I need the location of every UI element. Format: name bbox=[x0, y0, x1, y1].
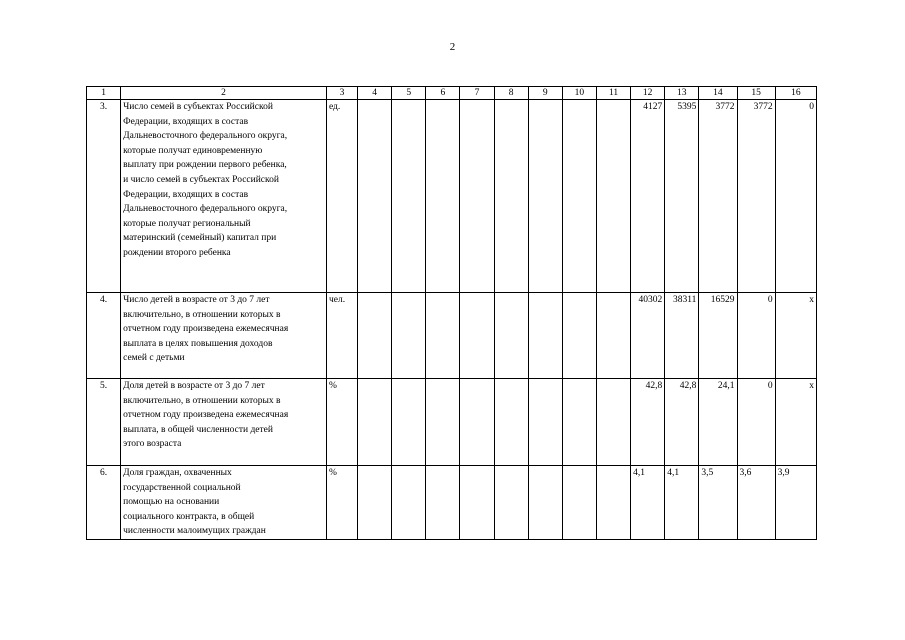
value-cell bbox=[562, 466, 596, 540]
row-unit: % bbox=[326, 379, 357, 466]
header-cell: 7 bbox=[460, 87, 494, 100]
row-description bbox=[121, 293, 327, 379]
value-cell bbox=[460, 293, 494, 379]
value-cell bbox=[494, 293, 528, 379]
value-cell bbox=[426, 379, 460, 466]
value-cell bbox=[392, 293, 426, 379]
value-cell: 42,8 bbox=[631, 379, 665, 466]
row-unit: % bbox=[326, 466, 357, 540]
value-cell bbox=[460, 100, 494, 293]
header-cell: 1 bbox=[87, 87, 121, 100]
row-unit: ед. bbox=[326, 100, 357, 293]
page-number: 2 bbox=[449, 41, 456, 53]
description-line: отчетном году произведена ежемесячная bbox=[123, 324, 289, 335]
description-line: этого возраста bbox=[123, 439, 182, 450]
value-cell bbox=[596, 293, 630, 379]
header-cell: 3 bbox=[326, 87, 357, 100]
row-description bbox=[121, 100, 327, 293]
value-cell bbox=[358, 100, 392, 293]
description-line: Дальневосточного федерального округа, bbox=[123, 204, 288, 215]
header-cell: 9 bbox=[528, 87, 562, 100]
header-cell: 2 bbox=[121, 87, 327, 100]
value-cell: 3,6 bbox=[737, 466, 775, 540]
header-cell: 10 bbox=[562, 87, 596, 100]
value-cell: х bbox=[775, 293, 816, 379]
description-line: социального контракта, в общей bbox=[123, 511, 255, 522]
value-cell: 0 bbox=[737, 379, 775, 466]
description-line: и число семей в субъектах Российской bbox=[123, 174, 279, 185]
value-cell: 3,5 bbox=[699, 466, 737, 540]
value-cell: 4127 bbox=[631, 100, 665, 293]
value-cell: 0 bbox=[775, 100, 816, 293]
value-cell bbox=[528, 293, 562, 379]
value-cell bbox=[426, 466, 460, 540]
description-line: численности малоимущих граждан bbox=[123, 526, 266, 537]
value-cell bbox=[562, 379, 596, 466]
value-cell: 3,9 bbox=[775, 466, 816, 540]
value-cell bbox=[358, 466, 392, 540]
header-cell: 5 bbox=[392, 87, 426, 100]
row-number: 4. bbox=[87, 293, 121, 379]
value-cell: 38311 bbox=[665, 293, 699, 379]
value-cell: 16529 bbox=[699, 293, 737, 379]
table-row bbox=[87, 100, 817, 293]
row-number: 3. bbox=[87, 100, 121, 293]
header-cell: 12 bbox=[631, 87, 665, 100]
value-cell bbox=[392, 379, 426, 466]
description-line: рождении второго ребенка bbox=[123, 247, 231, 258]
header-cell: 14 bbox=[699, 87, 737, 100]
value-cell: х bbox=[775, 379, 816, 466]
value-cell bbox=[528, 466, 562, 540]
row-number: 5. bbox=[87, 379, 121, 466]
value-cell bbox=[494, 100, 528, 293]
header-cell: 16 bbox=[775, 87, 816, 100]
description-line: материнский (семейный) капитал при bbox=[123, 233, 277, 244]
row-number: 6. bbox=[87, 466, 121, 540]
value-cell bbox=[460, 466, 494, 540]
header-cell: 15 bbox=[737, 87, 775, 100]
value-cell bbox=[426, 100, 460, 293]
value-cell bbox=[392, 100, 426, 293]
description-line: Доля граждан, охваченных bbox=[123, 468, 232, 478]
value-cell: 0 bbox=[737, 293, 775, 379]
table-row bbox=[87, 293, 817, 379]
value-cell bbox=[426, 293, 460, 379]
value-cell bbox=[596, 100, 630, 293]
value-cell bbox=[494, 466, 528, 540]
description-line: государственной социальной bbox=[123, 482, 241, 493]
value-cell: 4,1 bbox=[665, 466, 699, 540]
description-line: Доля детей в возрасте от 3 до 7 лет bbox=[123, 381, 265, 391]
value-cell: 42,8 bbox=[665, 379, 699, 466]
table-row bbox=[87, 379, 817, 466]
header-cell: 6 bbox=[426, 87, 460, 100]
description-line: включительно, в отношении которых в bbox=[123, 309, 281, 320]
value-cell bbox=[596, 379, 630, 466]
value-cell bbox=[596, 466, 630, 540]
header-cell: 4 bbox=[358, 87, 392, 100]
description-line: Дальневосточного федерального округа, bbox=[123, 131, 288, 142]
description-line: которые получат региональный bbox=[123, 218, 251, 229]
value-cell: 4,1 bbox=[631, 466, 665, 540]
table-row bbox=[87, 466, 817, 540]
header-cell: 13 bbox=[665, 87, 699, 100]
value-cell: 5395 bbox=[665, 100, 699, 293]
value-cell bbox=[358, 379, 392, 466]
description-line: Число семей в субъектах Российской bbox=[123, 102, 273, 112]
value-cell bbox=[562, 100, 596, 293]
value-cell bbox=[528, 379, 562, 466]
description-line: выплата в целях повышения доходов bbox=[123, 338, 273, 349]
value-cell bbox=[460, 379, 494, 466]
value-cell bbox=[358, 293, 392, 379]
value-cell: 24,1 bbox=[699, 379, 737, 466]
description-line: семей с детьми bbox=[123, 353, 185, 364]
value-cell: 40302 bbox=[631, 293, 665, 379]
row-description bbox=[121, 466, 327, 540]
description-line: выплату при рождении первого ребенка, bbox=[123, 160, 287, 171]
header-cell: 11 bbox=[596, 87, 630, 100]
value-cell bbox=[494, 379, 528, 466]
row-unit: чел. bbox=[326, 293, 357, 379]
description-line: Число детей в возрасте от 3 до 7 лет bbox=[123, 295, 270, 305]
description-line: Федерации, входящих в состав bbox=[123, 189, 249, 200]
description-line: которые получат единовременную bbox=[123, 145, 263, 156]
indicators-table bbox=[86, 86, 817, 540]
value-cell bbox=[528, 100, 562, 293]
description-line: Федерации, входящих в состав bbox=[123, 116, 249, 127]
value-cell: 3772 bbox=[737, 100, 775, 293]
description-line: выплата, в общей численности детей bbox=[123, 424, 273, 435]
value-cell: 3772 bbox=[699, 100, 737, 293]
description-line: помощью на основании bbox=[123, 497, 220, 508]
value-cell bbox=[562, 293, 596, 379]
value-cell bbox=[392, 466, 426, 540]
description-line: отчетном году произведена ежемесячная bbox=[123, 410, 289, 421]
header-cell: 8 bbox=[494, 87, 528, 100]
row-description bbox=[121, 379, 327, 466]
header-row bbox=[87, 87, 817, 100]
description-line: включительно, в отношении которых в bbox=[123, 395, 281, 406]
